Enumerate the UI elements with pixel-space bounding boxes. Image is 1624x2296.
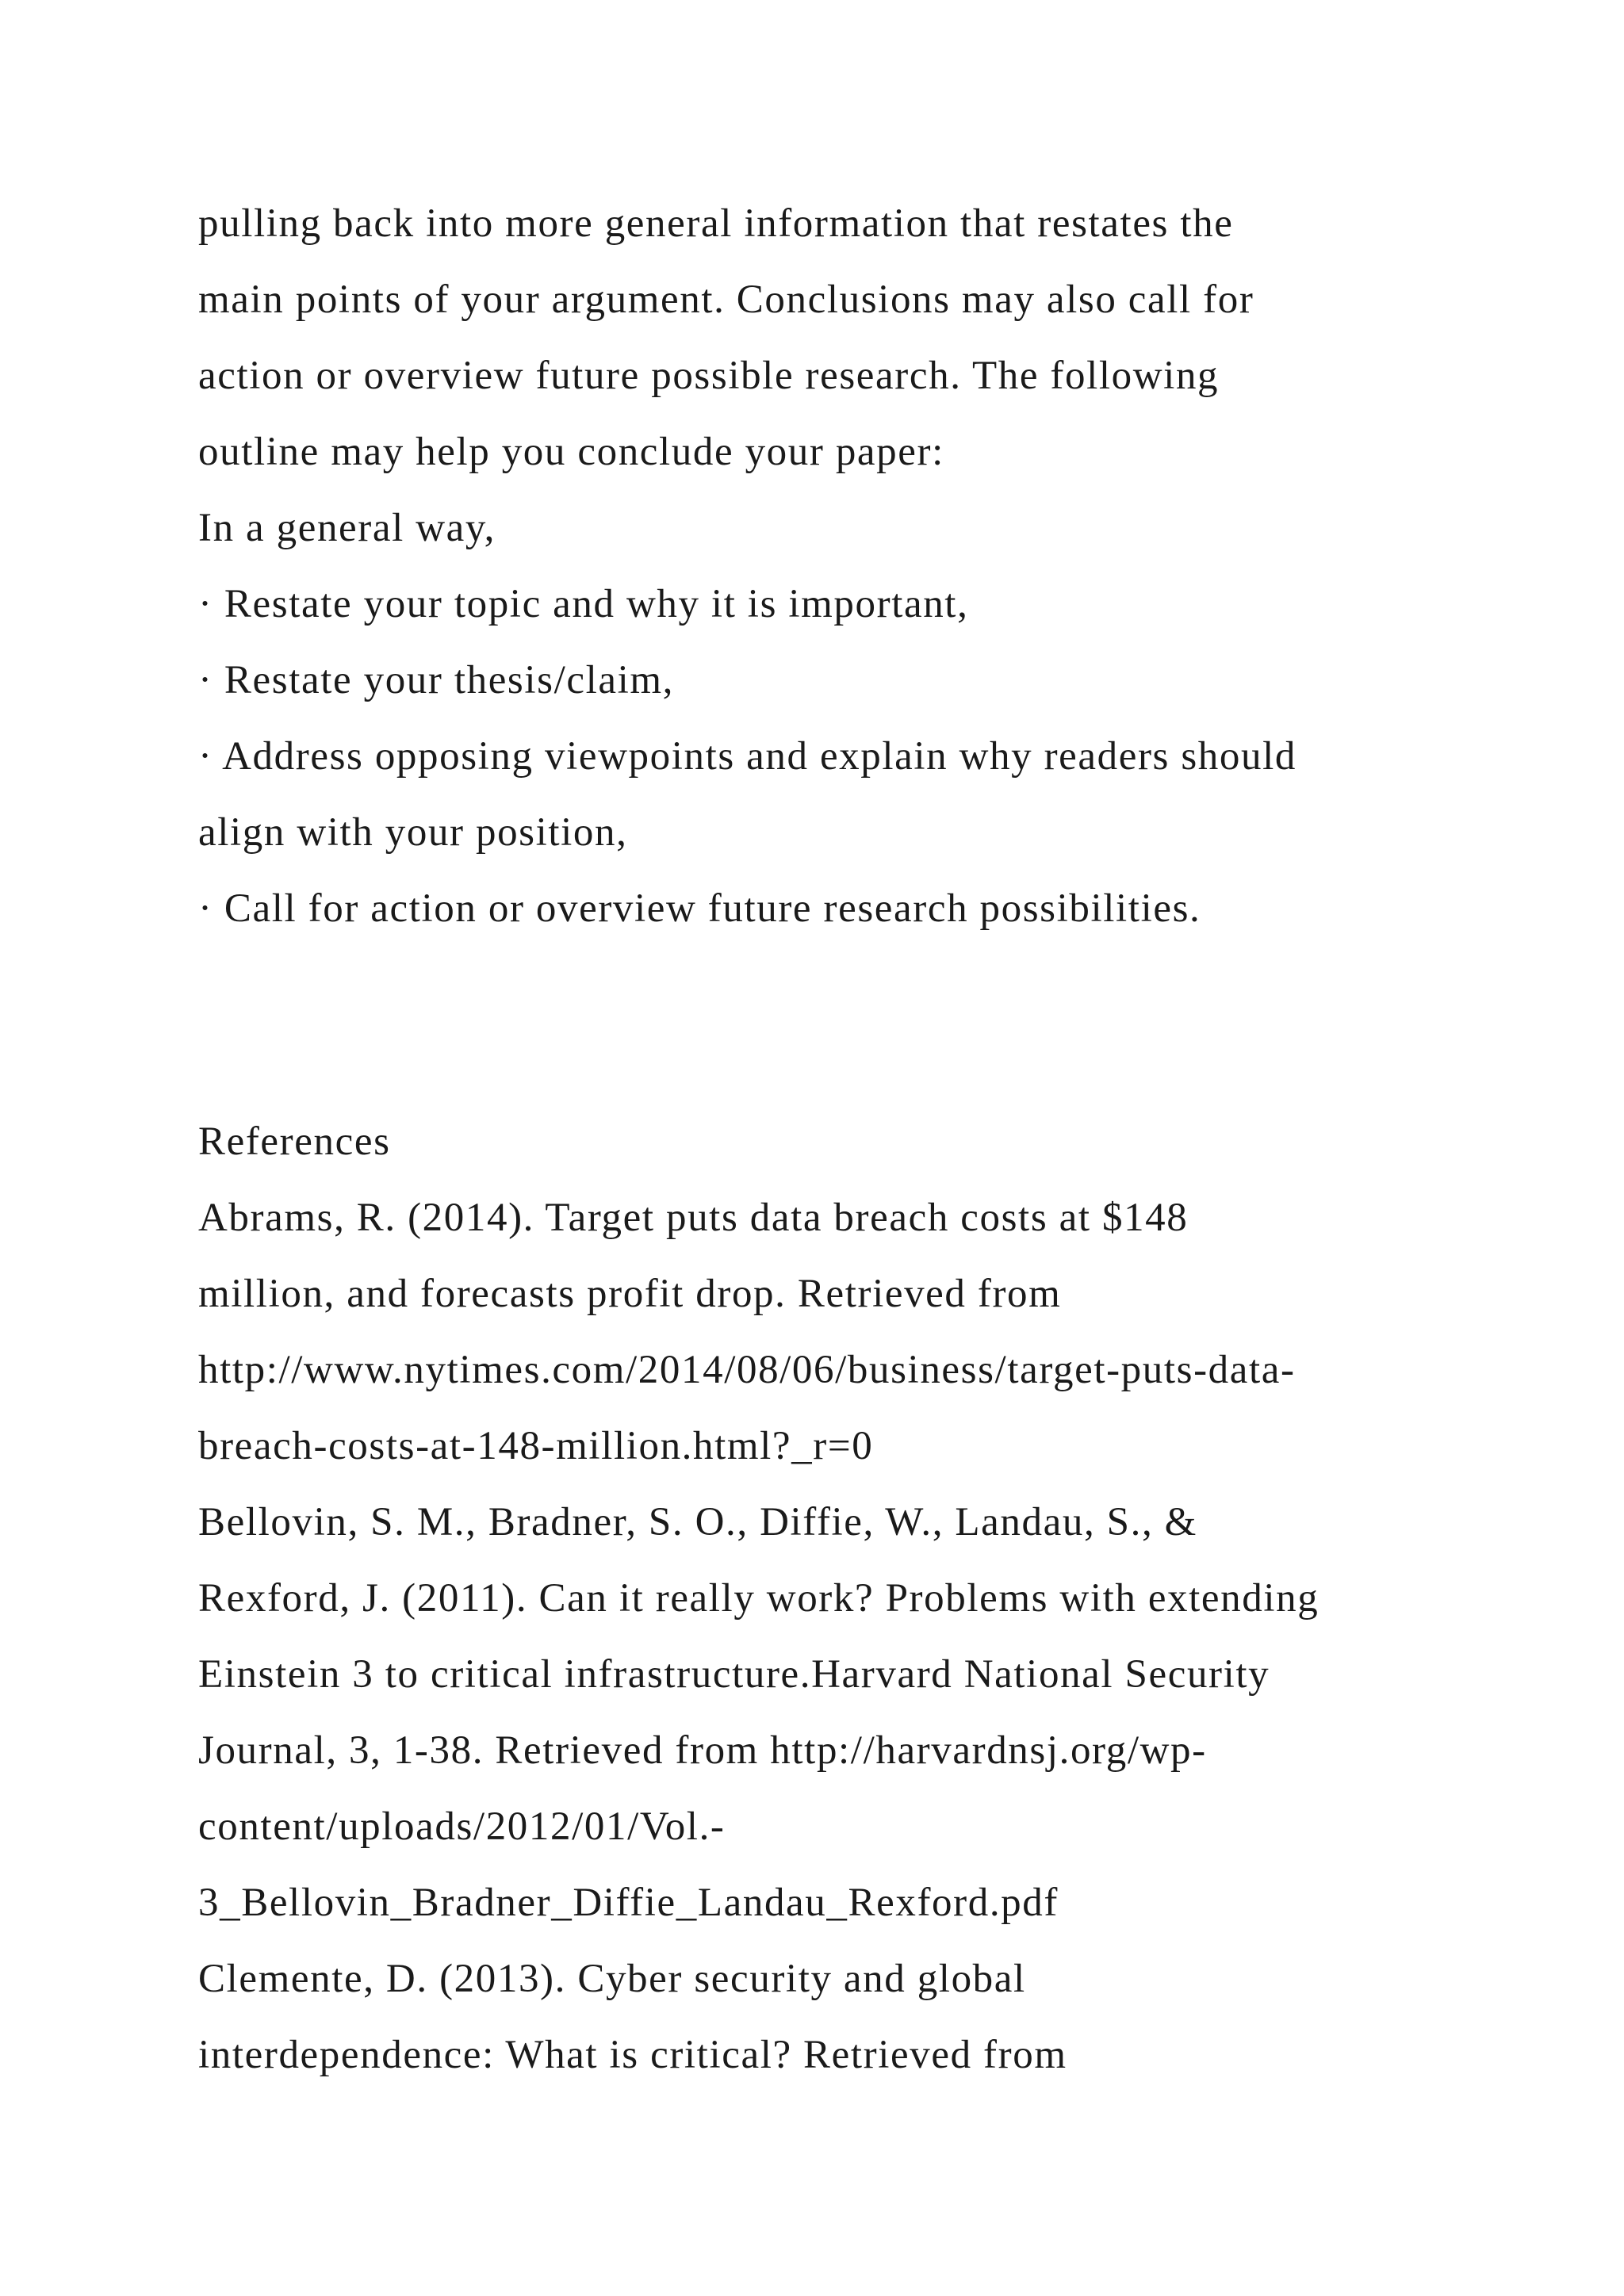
bullet-item-continuation: align with your position, [198,810,628,855]
reference-url: 3_Bellovin_Bradner_Diffie_Landau_Rexford.pdf [198,1881,1059,1925]
body-line: action or overview future possible research. The following [198,354,1220,398]
reference-line: million, and forecasts profit drop. Retrieved from [198,1272,1062,1316]
reference-url: content/uploads/2012/01/Vol.- [198,1804,726,1849]
reference-line: Clemente, D. (2013). Cyber security and global [198,1957,1026,2001]
body-line: outline may help you conclude your paper: [198,430,944,474]
reference-line: Bellovin, S. M., Bradner, S. O., Diffie, W., Landau, S., & [198,1500,1197,1544]
references-heading: References [198,1119,391,1164]
bullet-item: · Address opposing viewpoints and explain why readers should [198,734,1297,779]
bullet-item: · Call for action or overview future research possibilities. [198,886,1201,931]
bullet-item: · Restate your topic and why it is important, [198,582,969,626]
body-line: pulling back into more general information that restates the [198,201,1234,246]
body-line: main points of your argument. Conclusions may also call for [198,277,1254,322]
reference-line: interdependence: What is critical? Retrieved from [198,2033,1067,2077]
reference-line: Abrams, R. (2014). Target puts data breach costs at $148 [198,1196,1189,1240]
reference-line: Journal, 3, 1-38. Retrieved from http://harvardnsj.org/wp- [198,1728,1207,1773]
reference-url: http://www.nytimes.com/2014/08/06/business/target-puts-data- [198,1348,1296,1392]
reference-line: Einstein 3 to critical infrastructure.Harvard National Security [198,1652,1270,1697]
body-line: In a general way, [198,506,496,550]
reference-url: breach-costs-at-148-million.html?_r=0 [198,1424,874,1468]
bullet-item: · Restate your thesis/claim, [198,658,674,702]
reference-line: Rexford, J. (2011). Can it really work? Problems with extending [198,1576,1320,1621]
